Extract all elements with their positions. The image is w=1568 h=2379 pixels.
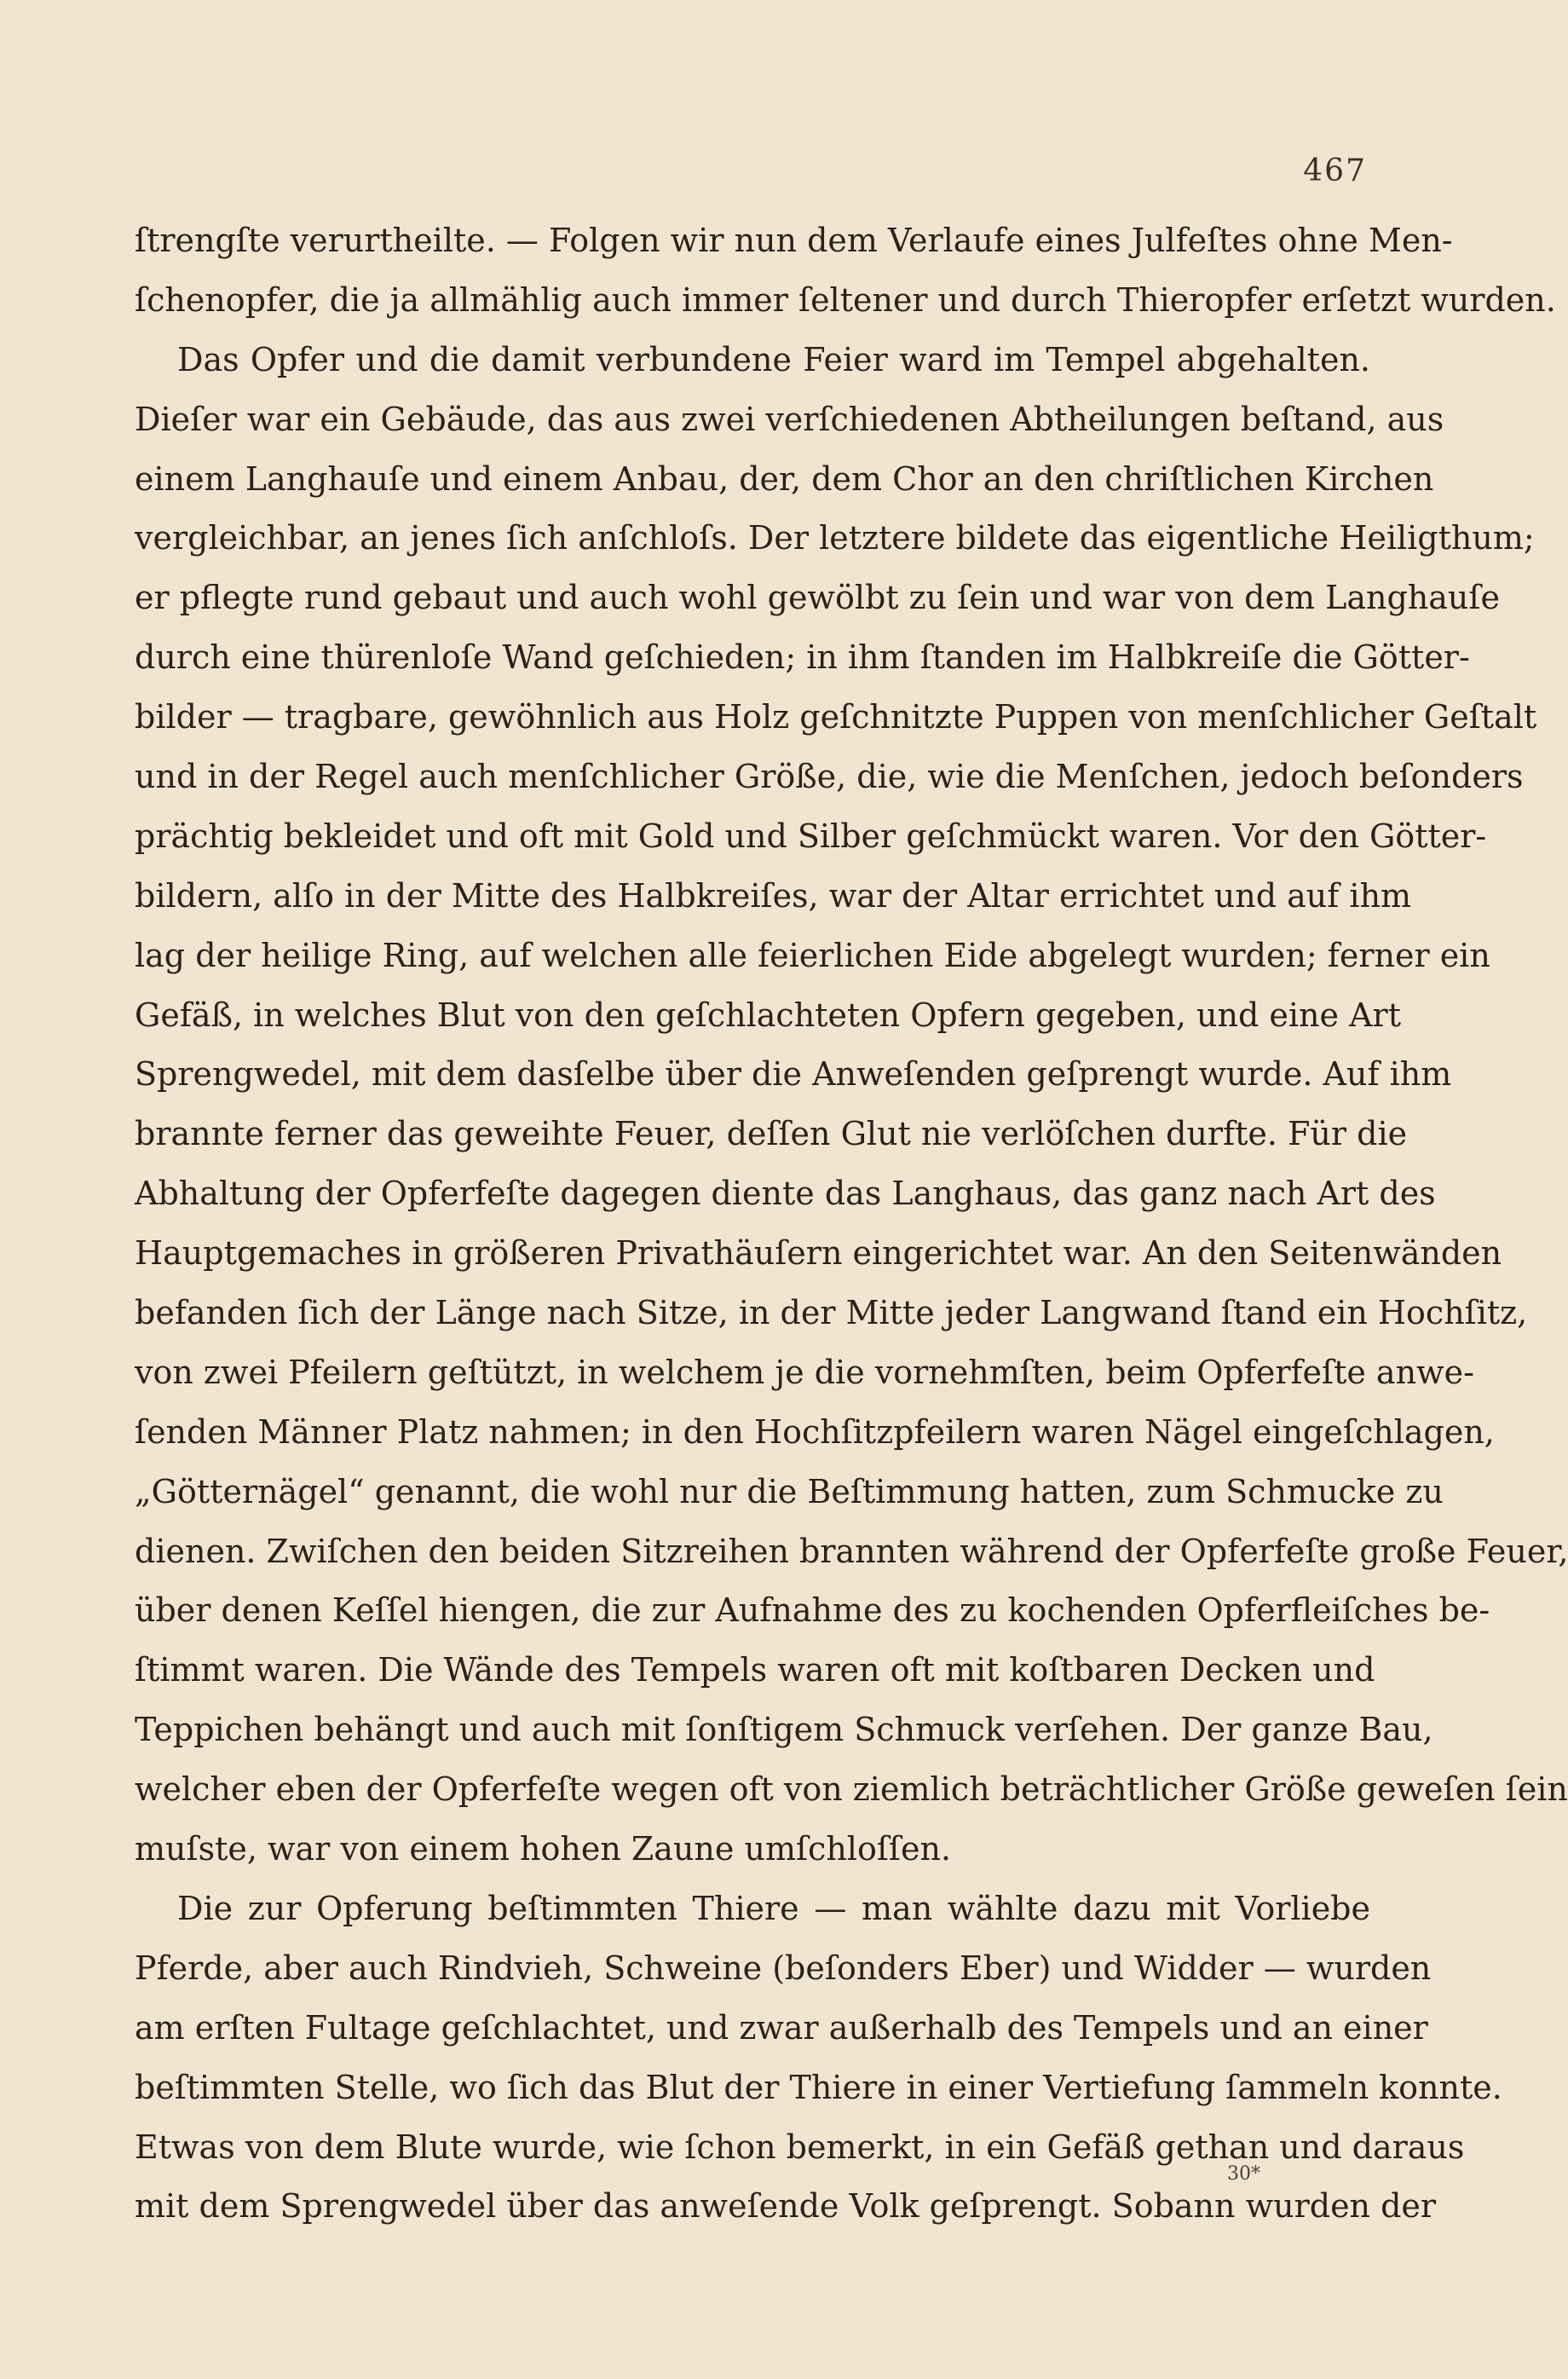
text-line: Sprengwedel, mit dem dasſelbe über die Anweſenden geſprengt wurde. Auf ihm — [135, 1055, 1452, 1094]
text-line: beſtimmten Stelle, wo ſich das Blut der Thiere in einer Vertiefung ſammeln konnte. — [135, 2068, 1502, 2106]
text-line: befanden ſich der Länge nach Sitze, in der Mitte jeder Langwand ſtand ein Hochſitz, — [135, 1294, 1528, 1332]
text-line: lag der heilige Ring, auf welchen alle feierlichen Eide abgelegt wurden; ferner ein — [135, 936, 1490, 974]
text-line: Pferde, aber auch Rindvieh, Schweine (beſonders Eber) und Widder — wurden — [135, 1949, 1432, 1987]
text-line: Abhaltung der Opferfeſte dagegen diente das Langhaus, das ganz nach Art des — [135, 1175, 1436, 1213]
text-line: am erſten Fultage geſchlachtet, und zwar außerhalb des Tempels und an einer — [135, 2008, 1428, 2047]
text-line: bilder — tragbare, gewöhnlich aus Holz geſchnitzte Puppen von menſchlicher Geſtalt — [135, 698, 1537, 736]
paragraph-start-line: Das Opfer und die damit verbundene Feier ward im Tempel abgehalten. — [177, 340, 1370, 378]
text-line: Teppichen behängt und auch mit ſonſtigem Schmuck verſehen. Der ganze Bau, — [135, 1711, 1433, 1749]
text-line: von zwei Pfeilern geſtützt, in welchem je die vornehmſten, beim Opferfeſte anwe- — [135, 1353, 1474, 1391]
text-line: vergleichbar, an jenes ſich anſchloſs. Der letztere bildete das eigentliche Heiligthum; — [135, 519, 1535, 557]
text-line: dienen. Zwiſchen den beiden Sitzreihen brannten während der Opferfeſte große Feuer, — [135, 1532, 1568, 1570]
body-text — [135, 211, 1568, 2237]
text-line: ſchenopfer, die ja allmählig auch immer ſeltener und durch Thieropfer erſetzt wurden. — [135, 280, 1556, 319]
text-line: ſtimmt waren. Die Wände des Tempels waren oft mit koſtbaren Decken und — [135, 1651, 1375, 1689]
text-line: ſenden Männer Platz nahmen; in den Hochſitzpfeilern waren Nägel eingeſchlagen, — [135, 1412, 1495, 1451]
text-line: bildern, alſo in der Mitte des Halbkreiſes, war der Altar errichtet und auf ihm — [135, 876, 1412, 915]
page-number: 467 — [1303, 153, 1367, 188]
text-line: prächtig bekleidet und oft mit Gold und Silber geſchmückt waren. Vor den Götter- — [135, 817, 1487, 855]
text-line: Hauptgemaches in größeren Privathäuſern eingerichtet war. An den Seitenwänden — [135, 1234, 1502, 1273]
text-line: ſtrengſte verurtheilte. — Folgen wir nun dem Verlaufe eines Julfeſtes ohne Men- — [135, 222, 1453, 259]
text-line: Dieſer war ein Gebäude, das aus zwei verſchiedenen Abtheilungen beſtand, aus — [135, 400, 1444, 438]
paragraph-start-line: Die zur Opferung beſtimmten Thiere — man wählte dazu mit Vorliebe — [177, 1889, 1370, 1927]
text-line: über denen Keſſel hiengen, die zur Aufnahme des zu kochenden Opferfleiſches be- — [135, 1591, 1490, 1630]
text-line: mit dem Sprengwedel über das anweſende Volk geſprengt. Sobann wurden der — [135, 2187, 1437, 2226]
text-line: durch eine thürenloſe Wand geſchieden; in ihm ſtanden im Halbkreiſe die Götter- — [135, 638, 1470, 677]
signature-mark: 30* — [1227, 2163, 1260, 2185]
text-line: brannte ferner das geweihte Feuer, deſſen Glut nie verlöſchen durfte. Für die — [135, 1115, 1408, 1153]
text-line: welcher eben der Opferfeſte wegen oft von ziemlich beträchtlicher Größe geweſen ſein — [135, 1770, 1568, 1809]
text-line: Etwas von dem Blute wurde, wie ſchon bemerkt, in ein Gefäß gethan und daraus — [135, 2128, 1465, 2166]
paragraph-end-line: muſste, war von einem hohen Zaune umſchloſſen. — [135, 1830, 951, 1868]
text-line: „Götternägel“ genannt, die wohl nur die Beſtimmung hatten, zum Schmucke zu — [135, 1472, 1444, 1510]
text-line: einem Langhauſe und einem Anbau, der, dem Chor an den chriſtlichen Kirchen — [135, 459, 1434, 498]
text-line: und in der Regel auch menſchlicher Größe, die, wie die Menſchen, jedoch beſonders — [135, 758, 1524, 796]
text-line: Gefäß, in welches Blut von den geſchlachteten Opfern gegeben, und eine Art — [135, 996, 1401, 1034]
text-line: er pflegte rund gebaut und auch wohl gewölbt zu ſein und war von dem Langhauſe — [135, 579, 1500, 617]
